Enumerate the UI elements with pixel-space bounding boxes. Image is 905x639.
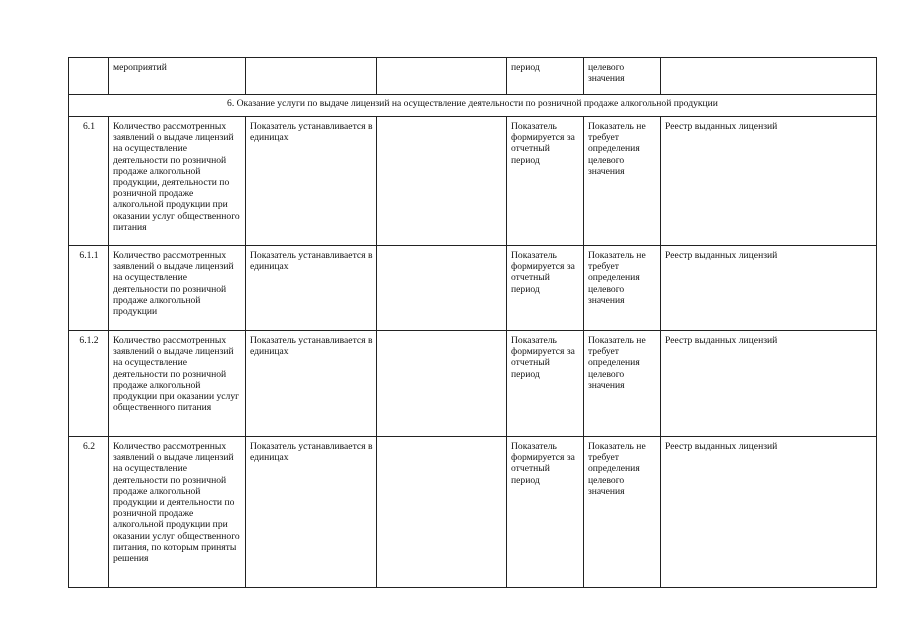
- cell-target: Показатель не требует определения целевого значения: [584, 331, 661, 437]
- cell-name: Количество рассмотренных заявлений о выдаче лицензий на осуществление деятельности по розничной продаже алкогольной продукции и деятельности по розничной продаже алкогольной продукции при оказании услуг общественного питания, по которым приняты решения: [109, 437, 246, 588]
- cell-unit: [246, 58, 377, 95]
- cell-num: 6.1.1: [69, 246, 109, 331]
- cell-source: [661, 58, 877, 95]
- cell-formula: [377, 58, 507, 95]
- cell-source: Реестр выданных лицензий: [661, 246, 877, 331]
- table-row: [69, 437, 877, 588]
- cell-formula: [377, 246, 507, 331]
- cell-target: Показатель не требует определения целевого значения: [584, 437, 661, 588]
- table-row: [69, 246, 877, 331]
- cell-period: Показатель формируется за отчетный период: [507, 117, 584, 246]
- cell-name: Количество рассмотренных заявлений о выдаче лицензий на осуществление деятельности по розничной продаже алкогольной продукции: [109, 246, 246, 331]
- cell-unit: Показатель устанавливается в единицах: [246, 117, 377, 246]
- cell-num: 6.2: [69, 437, 109, 588]
- cell-unit: Показатель устанавливается в единицах: [246, 331, 377, 437]
- cell-formula: [377, 331, 507, 437]
- table-row-continued: [69, 58, 877, 95]
- table-row: [69, 331, 877, 437]
- section-header-row: [69, 95, 877, 117]
- cell-source: Реестр выданных лицензий: [661, 331, 877, 437]
- cell-source: Реестр выданных лицензий: [661, 117, 877, 246]
- cell-target: Показатель не требует определения целевого значения: [584, 117, 661, 246]
- cell-source: Реестр выданных лицензий: [661, 437, 877, 588]
- cell-period: Показатель формируется за отчетный период: [507, 246, 584, 331]
- cell-formula: [377, 437, 507, 588]
- cell-formula: [377, 117, 507, 246]
- cell-target: целевого значения: [584, 58, 661, 95]
- cell-name: Количество рассмотренных заявлений о выдаче лицензий на осуществление деятельности по розничной продаже алкогольной продукции, деятельности по розничной продаже алкогольной продукции при оказании услуг общественного питания: [109, 117, 246, 246]
- cell-name: мероприятий: [109, 58, 246, 95]
- cell-period: Показатель формируется за отчетный период: [507, 331, 584, 437]
- cell-num: 6.1.2: [69, 331, 109, 437]
- table-row: [69, 117, 877, 246]
- cell-unit: Показатель устанавливается в единицах: [246, 246, 377, 331]
- cell-unit: Показатель устанавливается в единицах: [246, 437, 377, 588]
- cell-name: Количество рассмотренных заявлений о выдаче лицензий на осуществление деятельности по розничной продаже алкогольной продукции при оказании услуг общественного питания: [109, 331, 246, 437]
- cell-period: Показатель формируется за отчетный период: [507, 437, 584, 588]
- cell-period: период: [507, 58, 584, 95]
- cell-num: [69, 58, 109, 95]
- cell-target: Показатель не требует определения целевого значения: [584, 246, 661, 331]
- section-title: 6. Оказание услуги по выдаче лицензий на осуществление деятельности по розничной продаже алкогольной продукции: [69, 95, 877, 117]
- cell-num: 6.1: [69, 117, 109, 246]
- indicators-table: [68, 57, 877, 588]
